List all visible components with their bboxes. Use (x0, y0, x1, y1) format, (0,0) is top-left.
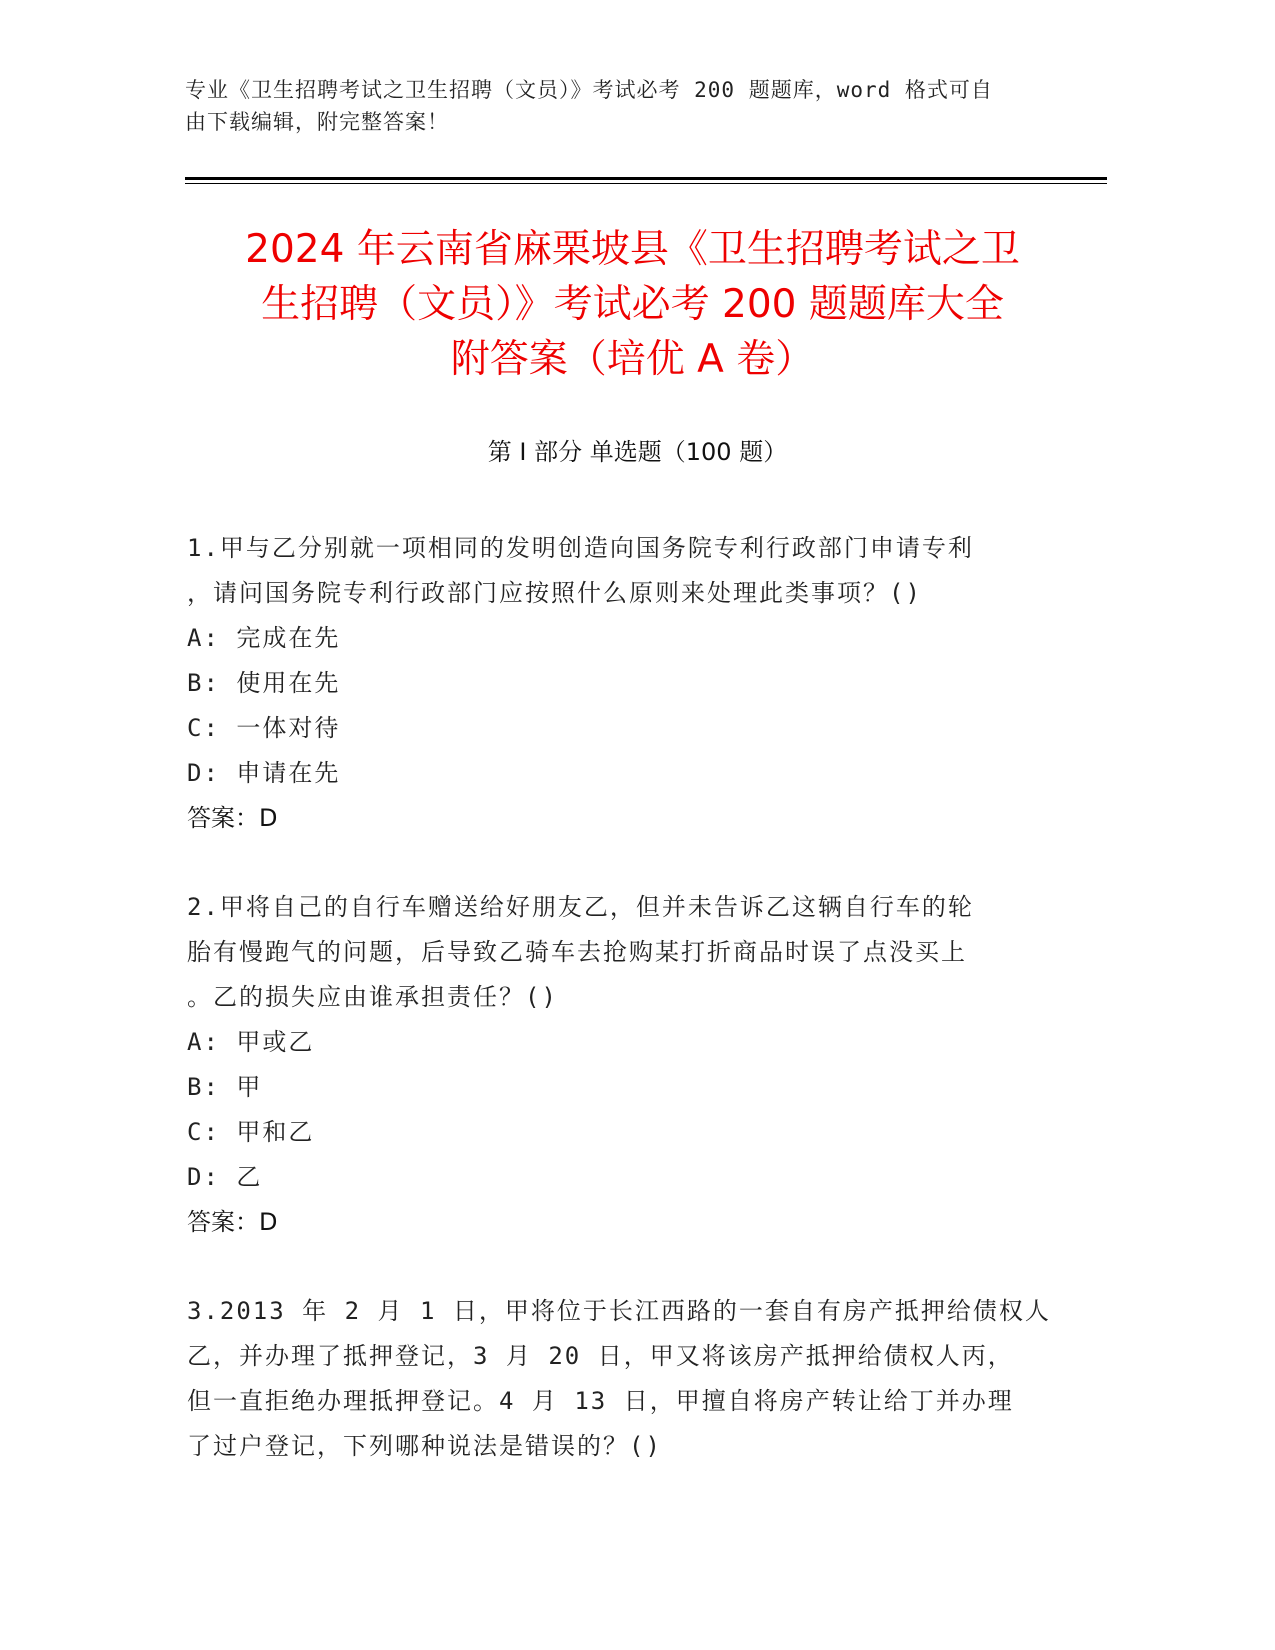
question-stem-line: 2.甲将自己的自行车赠送给好朋友乙，但并未告诉乙这辆自行车的轮 (187, 893, 974, 921)
option-d: D: 申请在先 (187, 759, 341, 787)
header-note-line: 由下载编辑，附完整答案！ (185, 110, 449, 134)
option-c: C: 一体对待 (187, 714, 341, 742)
answer-line: 答案：D (187, 804, 278, 832)
question-list (187, 526, 1067, 1513)
page-title-line: 2024 年云南省麻栗坡县《卫生招聘考试之卫 (245, 227, 1020, 272)
section-heading: 第 I 部分 单选题（100 题） (487, 438, 788, 466)
question-stem-line: 胎有慢跑气的问题，后导致乙骑车去抢购某打折商品时误了点没买上 (187, 938, 967, 966)
page-title-line: 附答案（培优 A 卷） (450, 337, 815, 382)
header-note (185, 74, 1065, 138)
answer-line: 答案：D (187, 1208, 278, 1236)
header-rule-thick (185, 177, 1107, 180)
question-stem-line: 但一直拒绝办理抵押登记。4 月 13 日，甲擅自将房产转让给丁并办理 (187, 1387, 1014, 1415)
option-d: D: 乙 (187, 1163, 263, 1191)
option-a: A: 完成在先 (187, 624, 341, 652)
question-item (187, 1289, 1067, 1469)
question-stem-line: ，请问国务院专利行政部门应按照什么原则来处理此类事项？() (187, 579, 922, 607)
question-item (187, 885, 1067, 1245)
question-stem-line: 了过户登记，下列哪种说法是错误的？() (187, 1432, 662, 1460)
header-rule-thin (185, 183, 1107, 184)
question-stem-line: 1.甲与乙分别就一项相同的发明创造向国务院专利行政部门申请专利 (187, 534, 974, 562)
question-stem-line: 乙，并办理了抵押登记，3 月 20 日，甲又将该房产抵押给债权人丙， (187, 1342, 1014, 1370)
question-item (187, 526, 1067, 841)
option-b: B: 甲 (187, 1073, 263, 1101)
page-title-line: 生招聘（文员）》考试必考 200 题题库大全 (261, 282, 1004, 327)
page-title (180, 222, 1085, 387)
question-stem-line: 。乙的损失应由谁承担责任？() (187, 983, 558, 1011)
header-note-line: 专业《卫生招聘考试之卫生招聘（文员）》考试必考 200 题题库，word 格式可自 (185, 78, 993, 102)
question-stem-line: 3.2013 年 2 月 1 日，甲将位于长江西路的一套自有房产抵押给债权人 (187, 1297, 1051, 1325)
option-b: B: 使用在先 (187, 669, 341, 697)
option-a: A: 甲或乙 (187, 1028, 315, 1056)
option-c: C: 甲和乙 (187, 1118, 315, 1146)
